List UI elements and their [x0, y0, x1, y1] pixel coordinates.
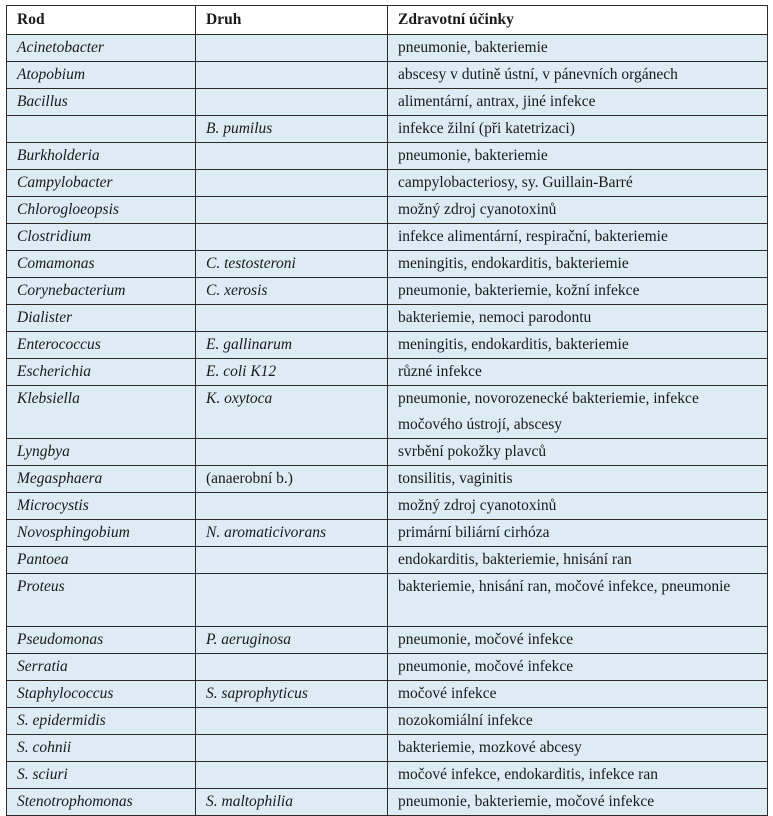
- cell-ucinky: pneumonie, močové infekce: [388, 654, 768, 681]
- cell-rod: Staphylococcus: [7, 681, 196, 708]
- cell-druh: [196, 762, 388, 789]
- cell-rod: Lyngbya: [7, 439, 196, 466]
- cell-druh: [196, 439, 388, 466]
- table-row: [7, 493, 768, 520]
- cell-ucinky: možný zdroj cyanotoxinů: [388, 197, 768, 224]
- table-row: [7, 735, 768, 762]
- cell-ucinky: pneumonie, bakteriemie, kožní infekce: [388, 278, 768, 305]
- table-row: [7, 520, 768, 547]
- cell-druh: N. aromaticivorans: [196, 520, 388, 547]
- cell-druh: [196, 654, 388, 681]
- cell-druh: [196, 574, 388, 627]
- cell-druh: C. xerosis: [196, 278, 388, 305]
- cell-ucinky: infekce alimentární, respirační, bakteriemie: [388, 224, 768, 251]
- cell-ucinky: meningitis, endokarditis, bakteriemie: [388, 251, 768, 278]
- table-row: [7, 439, 768, 466]
- cell-rod: Bacillus: [7, 89, 196, 116]
- table-row: [7, 789, 768, 816]
- cell-druh: [196, 197, 388, 224]
- table-row: [7, 654, 768, 681]
- cell-ucinky: alimentární, antrax, jiné infekce: [388, 89, 768, 116]
- cell-druh: S. saprophyticus: [196, 681, 388, 708]
- cell-druh: P. aeruginosa: [196, 627, 388, 654]
- cell-druh: E. coli K12: [196, 359, 388, 386]
- cell-ucinky: pneumonie, bakteriemie, močové infekce: [388, 789, 768, 816]
- cell-ucinky: močové infekce: [388, 681, 768, 708]
- table-row: [7, 681, 768, 708]
- cell-rod: S. cohnii: [7, 735, 196, 762]
- cell-druh: E. gallinarum: [196, 332, 388, 359]
- cell-rod: Serratia: [7, 654, 196, 681]
- table-row: [7, 170, 768, 197]
- cell-ucinky: meningitis, endokarditis, bakteriemie: [388, 332, 768, 359]
- cell-rod: [7, 116, 196, 143]
- table-row: [7, 627, 768, 654]
- table-row: [7, 574, 768, 627]
- table-row: [7, 197, 768, 224]
- cell-druh: [196, 493, 388, 520]
- header-druh: Druh: [196, 6, 388, 35]
- table-row: [7, 251, 768, 278]
- cell-ucinky: pneumonie, bakteriemie: [388, 143, 768, 170]
- cell-ucinky: nozokomiální infekce: [388, 708, 768, 735]
- table-row: [7, 762, 768, 789]
- cell-ucinky: bakteriemie, nemoci parodontu: [388, 305, 768, 332]
- cell-rod: Pantoea: [7, 547, 196, 574]
- table-row: [7, 35, 768, 62]
- cell-ucinky: možný zdroj cyanotoxinů: [388, 493, 768, 520]
- cell-rod: Acinetobacter: [7, 35, 196, 62]
- cell-ucinky: bakteriemie, hnisání ran, močové infekce, pneumonie: [388, 574, 768, 627]
- table-row: [7, 359, 768, 386]
- cell-rod: Corynebacterium: [7, 278, 196, 305]
- cell-druh: [196, 547, 388, 574]
- cell-ucinky: abscesy v dutině ústní, v pánevních orgánech: [388, 62, 768, 89]
- cell-rod: Klebsiella: [7, 386, 196, 439]
- table-row: [7, 708, 768, 735]
- table-row: [7, 62, 768, 89]
- header-rod: Rod: [7, 6, 196, 35]
- cell-ucinky: bakteriemie, mozkové abcesy: [388, 735, 768, 762]
- cell-ucinky: močové infekce, endokarditis, infekce ran: [388, 762, 768, 789]
- cell-druh: S. maltophilia: [196, 789, 388, 816]
- cell-druh: [196, 305, 388, 332]
- cell-druh: B. pumilus: [196, 116, 388, 143]
- cell-druh: [196, 89, 388, 116]
- table-row: [7, 547, 768, 574]
- cell-druh: K. oxytoca: [196, 386, 388, 439]
- cell-rod: Pseudomonas: [7, 627, 196, 654]
- table-row: [7, 386, 768, 439]
- cell-rod: Burkholderia: [7, 143, 196, 170]
- cell-rod: Escherichia: [7, 359, 196, 386]
- cell-rod: Novosphingobium: [7, 520, 196, 547]
- cell-rod: Atopobium: [7, 62, 196, 89]
- cell-ucinky: endokarditis, bakteriemie, hnisání ran: [388, 547, 768, 574]
- cell-rod: Clostridium: [7, 224, 196, 251]
- cell-druh: C. testosteroni: [196, 251, 388, 278]
- header-row: [7, 6, 768, 35]
- table-header: [7, 6, 768, 35]
- cell-ucinky: svrbění pokožky plavců: [388, 439, 768, 466]
- table-row: [7, 89, 768, 116]
- table-row: [7, 224, 768, 251]
- cell-rod: Megasphaera: [7, 466, 196, 493]
- header-ucinky: Zdravotní účinky: [388, 6, 768, 35]
- bacteria-health-effects-table: [6, 5, 768, 816]
- cell-ucinky: infekce žilní (při katetrizaci): [388, 116, 768, 143]
- cell-druh: [196, 735, 388, 762]
- cell-rod: Dialister: [7, 305, 196, 332]
- table-body: [7, 35, 768, 816]
- cell-rod: Enterococcus: [7, 332, 196, 359]
- cell-ucinky: různé infekce: [388, 359, 768, 386]
- cell-ucinky: campylobacteriosy, sy. Guillain-Barré: [388, 170, 768, 197]
- cell-rod: Campylobacter: [7, 170, 196, 197]
- cell-druh: [196, 62, 388, 89]
- cell-rod: Microcystis: [7, 493, 196, 520]
- cell-druh: [196, 224, 388, 251]
- cell-rod: Stenotrophomonas: [7, 789, 196, 816]
- cell-ucinky: pneumonie, močové infekce: [388, 627, 768, 654]
- cell-rod: S. sciuri: [7, 762, 196, 789]
- cell-druh: (anaerobní b.): [196, 466, 388, 493]
- cell-rod: S. epidermidis: [7, 708, 196, 735]
- table-row: [7, 305, 768, 332]
- cell-druh: [196, 708, 388, 735]
- table-row: [7, 466, 768, 493]
- cell-rod: Comamonas: [7, 251, 196, 278]
- cell-druh: [196, 35, 388, 62]
- cell-druh: [196, 170, 388, 197]
- table-row: [7, 116, 768, 143]
- table-row: [7, 278, 768, 305]
- cell-ucinky: pneumonie, novorozenecké bakteriemie, infekce močového ústrojí, abscesy: [388, 386, 768, 439]
- cell-ucinky: pneumonie, bakteriemie: [388, 35, 768, 62]
- cell-druh: [196, 143, 388, 170]
- cell-rod: Chlorogloeopsis: [7, 197, 196, 224]
- cell-ucinky: tonsilitis, vaginitis: [388, 466, 768, 493]
- table-row: [7, 332, 768, 359]
- table-row: [7, 143, 768, 170]
- cell-ucinky: primární biliární cirhóza: [388, 520, 768, 547]
- cell-rod: Proteus: [7, 574, 196, 627]
- table-container: [6, 5, 767, 810]
